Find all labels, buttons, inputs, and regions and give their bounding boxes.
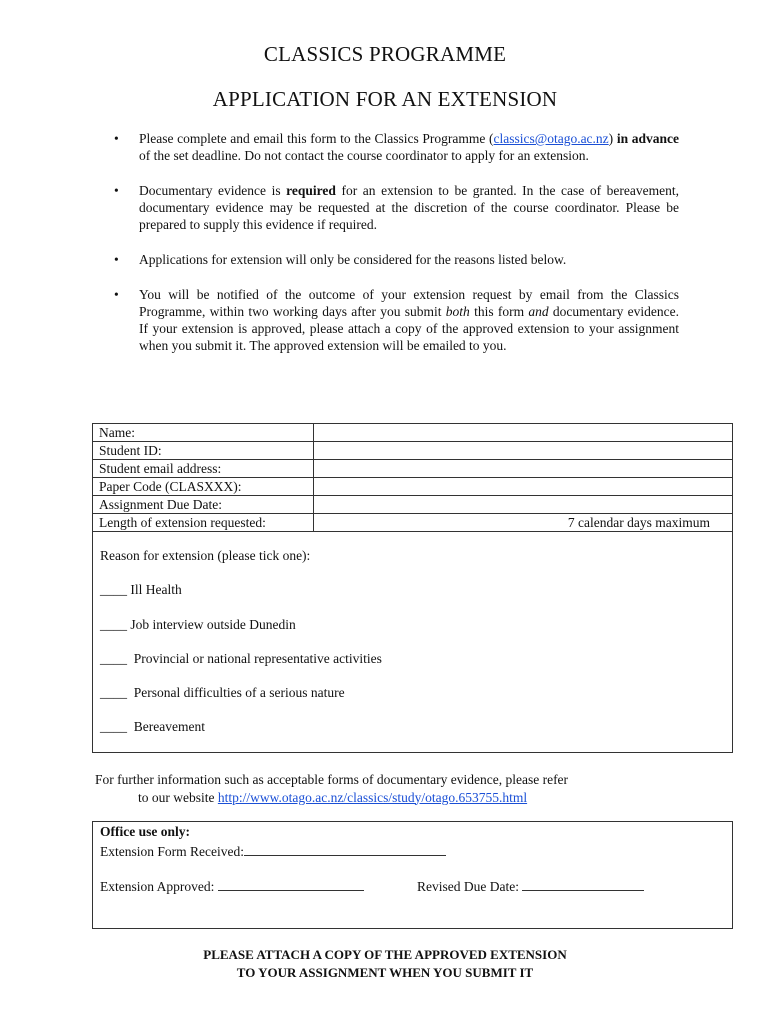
reason-option-job-interview[interactable]: ____ Job interview outside Dunedin (100, 617, 296, 632)
received-line (100, 843, 446, 860)
footer-notice (0, 946, 770, 981)
office-use-heading: Office use only: (100, 824, 190, 839)
revised-line (417, 878, 644, 895)
approved-input[interactable] (218, 878, 364, 891)
email-field[interactable] (314, 460, 733, 478)
reason-option-representative[interactable]: ____ Provincial or national representative activities (100, 651, 382, 666)
instruction-text: Applications for extension will only be considered for the reasons listed below. (139, 252, 567, 268)
instruction-emphasis: in advance (616, 131, 679, 146)
reason-option-personal[interactable]: ____ Personal difficulties of a serious nature (100, 685, 345, 700)
due-date-field[interactable] (314, 496, 733, 514)
instruction-emphasis: required (286, 182, 336, 198)
field-label: Student ID: (93, 442, 314, 460)
field-label: Name: (93, 424, 314, 442)
instruction-text: Documentary evidence is (139, 182, 287, 198)
approved-line (100, 878, 364, 895)
instruction-text: Please complete and email this form to the Classics Programme ( (139, 131, 494, 146)
revised-label: Revised Due Date: (417, 879, 523, 894)
footer-line: TO YOUR ASSIGNMENT WHEN YOU SUBMIT IT (236, 964, 534, 980)
page-title: CLASSICS PROGRAMME (263, 42, 507, 66)
reason-option-ill-health[interactable]: ____ Ill Health (100, 582, 182, 597)
instruction-emphasis: and (528, 303, 549, 319)
further-info-line (95, 789, 695, 807)
footer-line: PLEASE ATTACH A COPY OF THE APPROVED EXTENSION (203, 947, 567, 962)
instruction-text: documentary evidence. If your extension is approved, please attach a copy of the approved extension to your assignment when you submit it. The approved extension will be emailed to you. (139, 303, 679, 354)
extension-length-field[interactable]: 7 calendar days maximum (314, 514, 733, 532)
received-input[interactable] (244, 843, 446, 856)
revised-date-input[interactable] (522, 878, 644, 891)
instruction-text: ) (608, 131, 617, 146)
form-row-email (93, 460, 733, 478)
form-row-paper-code (93, 478, 733, 496)
field-label: Length of extension requested: (93, 514, 314, 532)
instruction-text: this form (469, 303, 529, 319)
form-row-student-id (93, 442, 733, 460)
approved-label: Extension Approved: (100, 879, 218, 894)
further-info-text: For further information such as acceptable forms of documentary evidence, please refer (95, 772, 569, 787)
reason-heading: Reason for extension (please tick one): (100, 548, 311, 563)
reason-option-bereavement[interactable]: ____ Bereavement (100, 719, 205, 734)
form-row-extension-length (93, 514, 733, 532)
instruction-list (114, 130, 679, 372)
form-row-name (93, 424, 733, 442)
email-link[interactable]: classics@otago.ac.nz (493, 131, 609, 146)
website-link[interactable]: http://www.otago.ac.nz/classics/study/otago.653755.html (217, 789, 528, 805)
office-use-box (92, 821, 733, 929)
field-label: Student email address: (93, 460, 314, 478)
instruction-item (114, 182, 679, 234)
instruction-item (114, 251, 679, 268)
instruction-item (114, 286, 679, 355)
instruction-text: You will be notified of the outcome of your extension request by email from the Classics Programme, within two working days after you submit (139, 286, 679, 319)
instruction-text: for an extension to be granted. In the case of bereavement, documentary evidence may be requested at the discretion of the course coordinator. Please be prepared to supply this evidence if required. (139, 182, 679, 233)
page-subtitle: APPLICATION FOR AN EXTENSION (212, 87, 558, 111)
paper-code-field[interactable] (314, 478, 733, 496)
further-info-text: to our website (138, 789, 218, 805)
instruction-item (114, 130, 679, 164)
further-info (95, 771, 695, 806)
student-info-table (92, 423, 733, 532)
field-label: Assignment Due Date: (93, 496, 314, 514)
student-id-field[interactable] (314, 442, 733, 460)
name-field[interactable] (314, 424, 733, 442)
instruction-text: of the set deadline. Do not contact the course coordinator to apply for an extension. (139, 148, 589, 164)
form-row-due-date (93, 496, 733, 514)
reason-section (92, 530, 733, 753)
received-label: Extension Form Received: (100, 844, 244, 859)
instruction-emphasis: both (445, 303, 470, 319)
field-label: Paper Code (CLASXXX): (93, 478, 314, 496)
